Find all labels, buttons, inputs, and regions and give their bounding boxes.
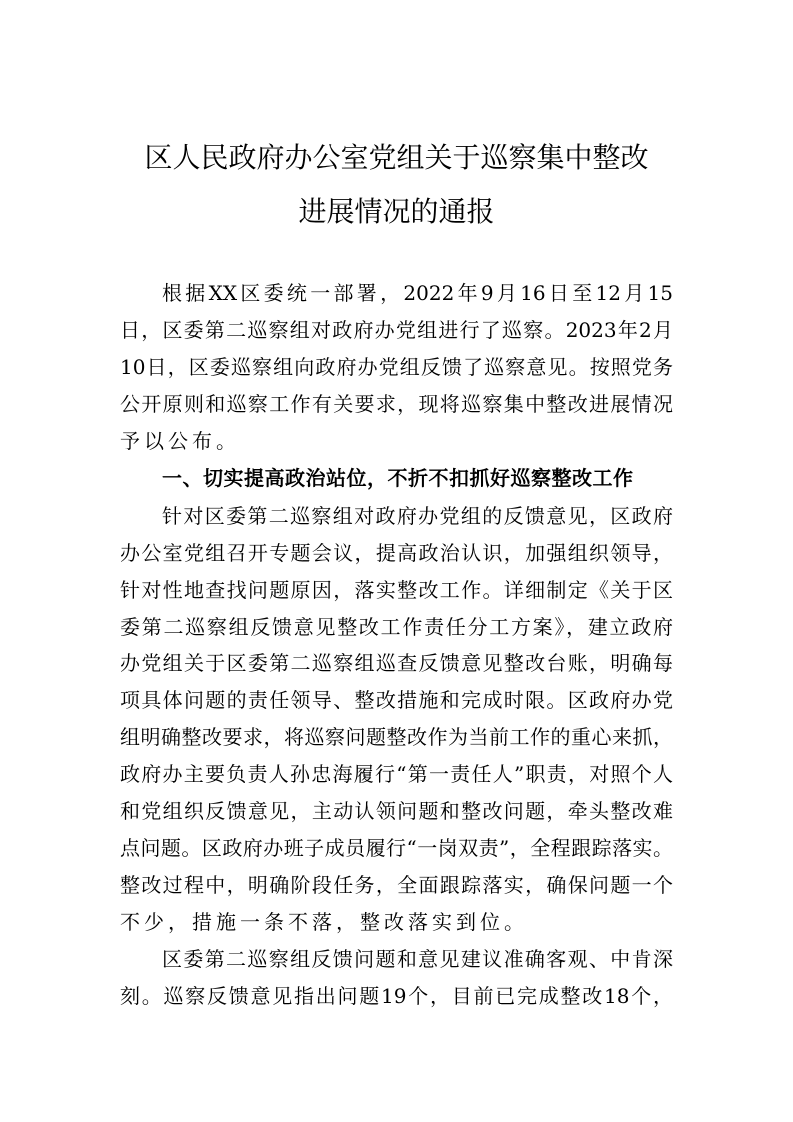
paragraph-3-line-1: 区委第二巡察组反馈问题和意见建议准确客观、中肯深 bbox=[162, 947, 673, 971]
paragraph-2-line-8: 政府办主要负责人孙忠海履行“第一责任人”职责，对照个人 bbox=[120, 762, 673, 786]
paragraph-1-line-5: 予以公布。 bbox=[120, 429, 240, 453]
paragraph-2-line-4: 委第二巡察组反馈意见整改工作责任分工方案》，建立政府 bbox=[120, 615, 673, 639]
paragraph-2-line-7: 组明确整改要求，将巡察问题整改作为当前工作的重心来抓， bbox=[120, 725, 673, 749]
section-heading-1: 一、切实提高政治站位，不折不扣抓好巡察整改工作 bbox=[162, 466, 634, 490]
paragraph-2-line-3: 针对性地查找问题原因，落实整改工作。详细制定《关于区 bbox=[120, 578, 673, 602]
paragraph-2-line-9: 和党组织反馈意见，主动认领问题和整改问题，牵头整改难 bbox=[120, 799, 673, 823]
paragraph-2-line-2: 办公室党组召开专题会议，提高政治认识，加强组织领导， bbox=[120, 541, 673, 565]
paragraph-1-line-2: 日，区委第二巡察组对政府办党组进行了巡察。2023年2月 bbox=[120, 318, 673, 342]
paragraph-1-line-1: 根据XX区委统一部署，2022年9月16日至12月15 bbox=[162, 281, 673, 305]
document-title-line-2: 进展情况的通报 bbox=[298, 195, 495, 228]
document-title-line-1: 区人民政府办公室党组关于巡察集中整改 bbox=[144, 141, 649, 174]
paragraph-2-line-6: 项具体问题的责任领导、整改措施和完成时限。区政府办党 bbox=[120, 688, 673, 712]
paragraph-3-line-2: 刻。巡察反馈意见指出问题19个，目前已完成整改18个， bbox=[120, 984, 673, 1008]
paragraph-1-line-4: 公开原则和巡察工作有关要求，现将巡察集中整改进展情况 bbox=[120, 392, 673, 416]
paragraph-2-line-11: 整改过程中，明确阶段任务，全面跟踪落实，确保问题一个 bbox=[120, 873, 673, 897]
paragraph-2-line-1: 针对区委第二巡察组对政府办党组的反馈意见，区政府 bbox=[162, 504, 673, 528]
paragraph-2-line-10: 点问题。区政府办班子成员履行“一岗双责”，全程跟踪落实。 bbox=[120, 836, 673, 860]
paragraph-2-line-12: 不少，措施一条不落，整改落实到位。 bbox=[120, 910, 528, 934]
paragraph-1-line-3: 10日，区委巡察组向政府办党组反馈了巡察意见。按照党务 bbox=[120, 355, 673, 379]
paragraph-2-line-5: 办党组关于区委第二巡察组巡查反馈意见整改台账，明确每 bbox=[120, 651, 673, 675]
